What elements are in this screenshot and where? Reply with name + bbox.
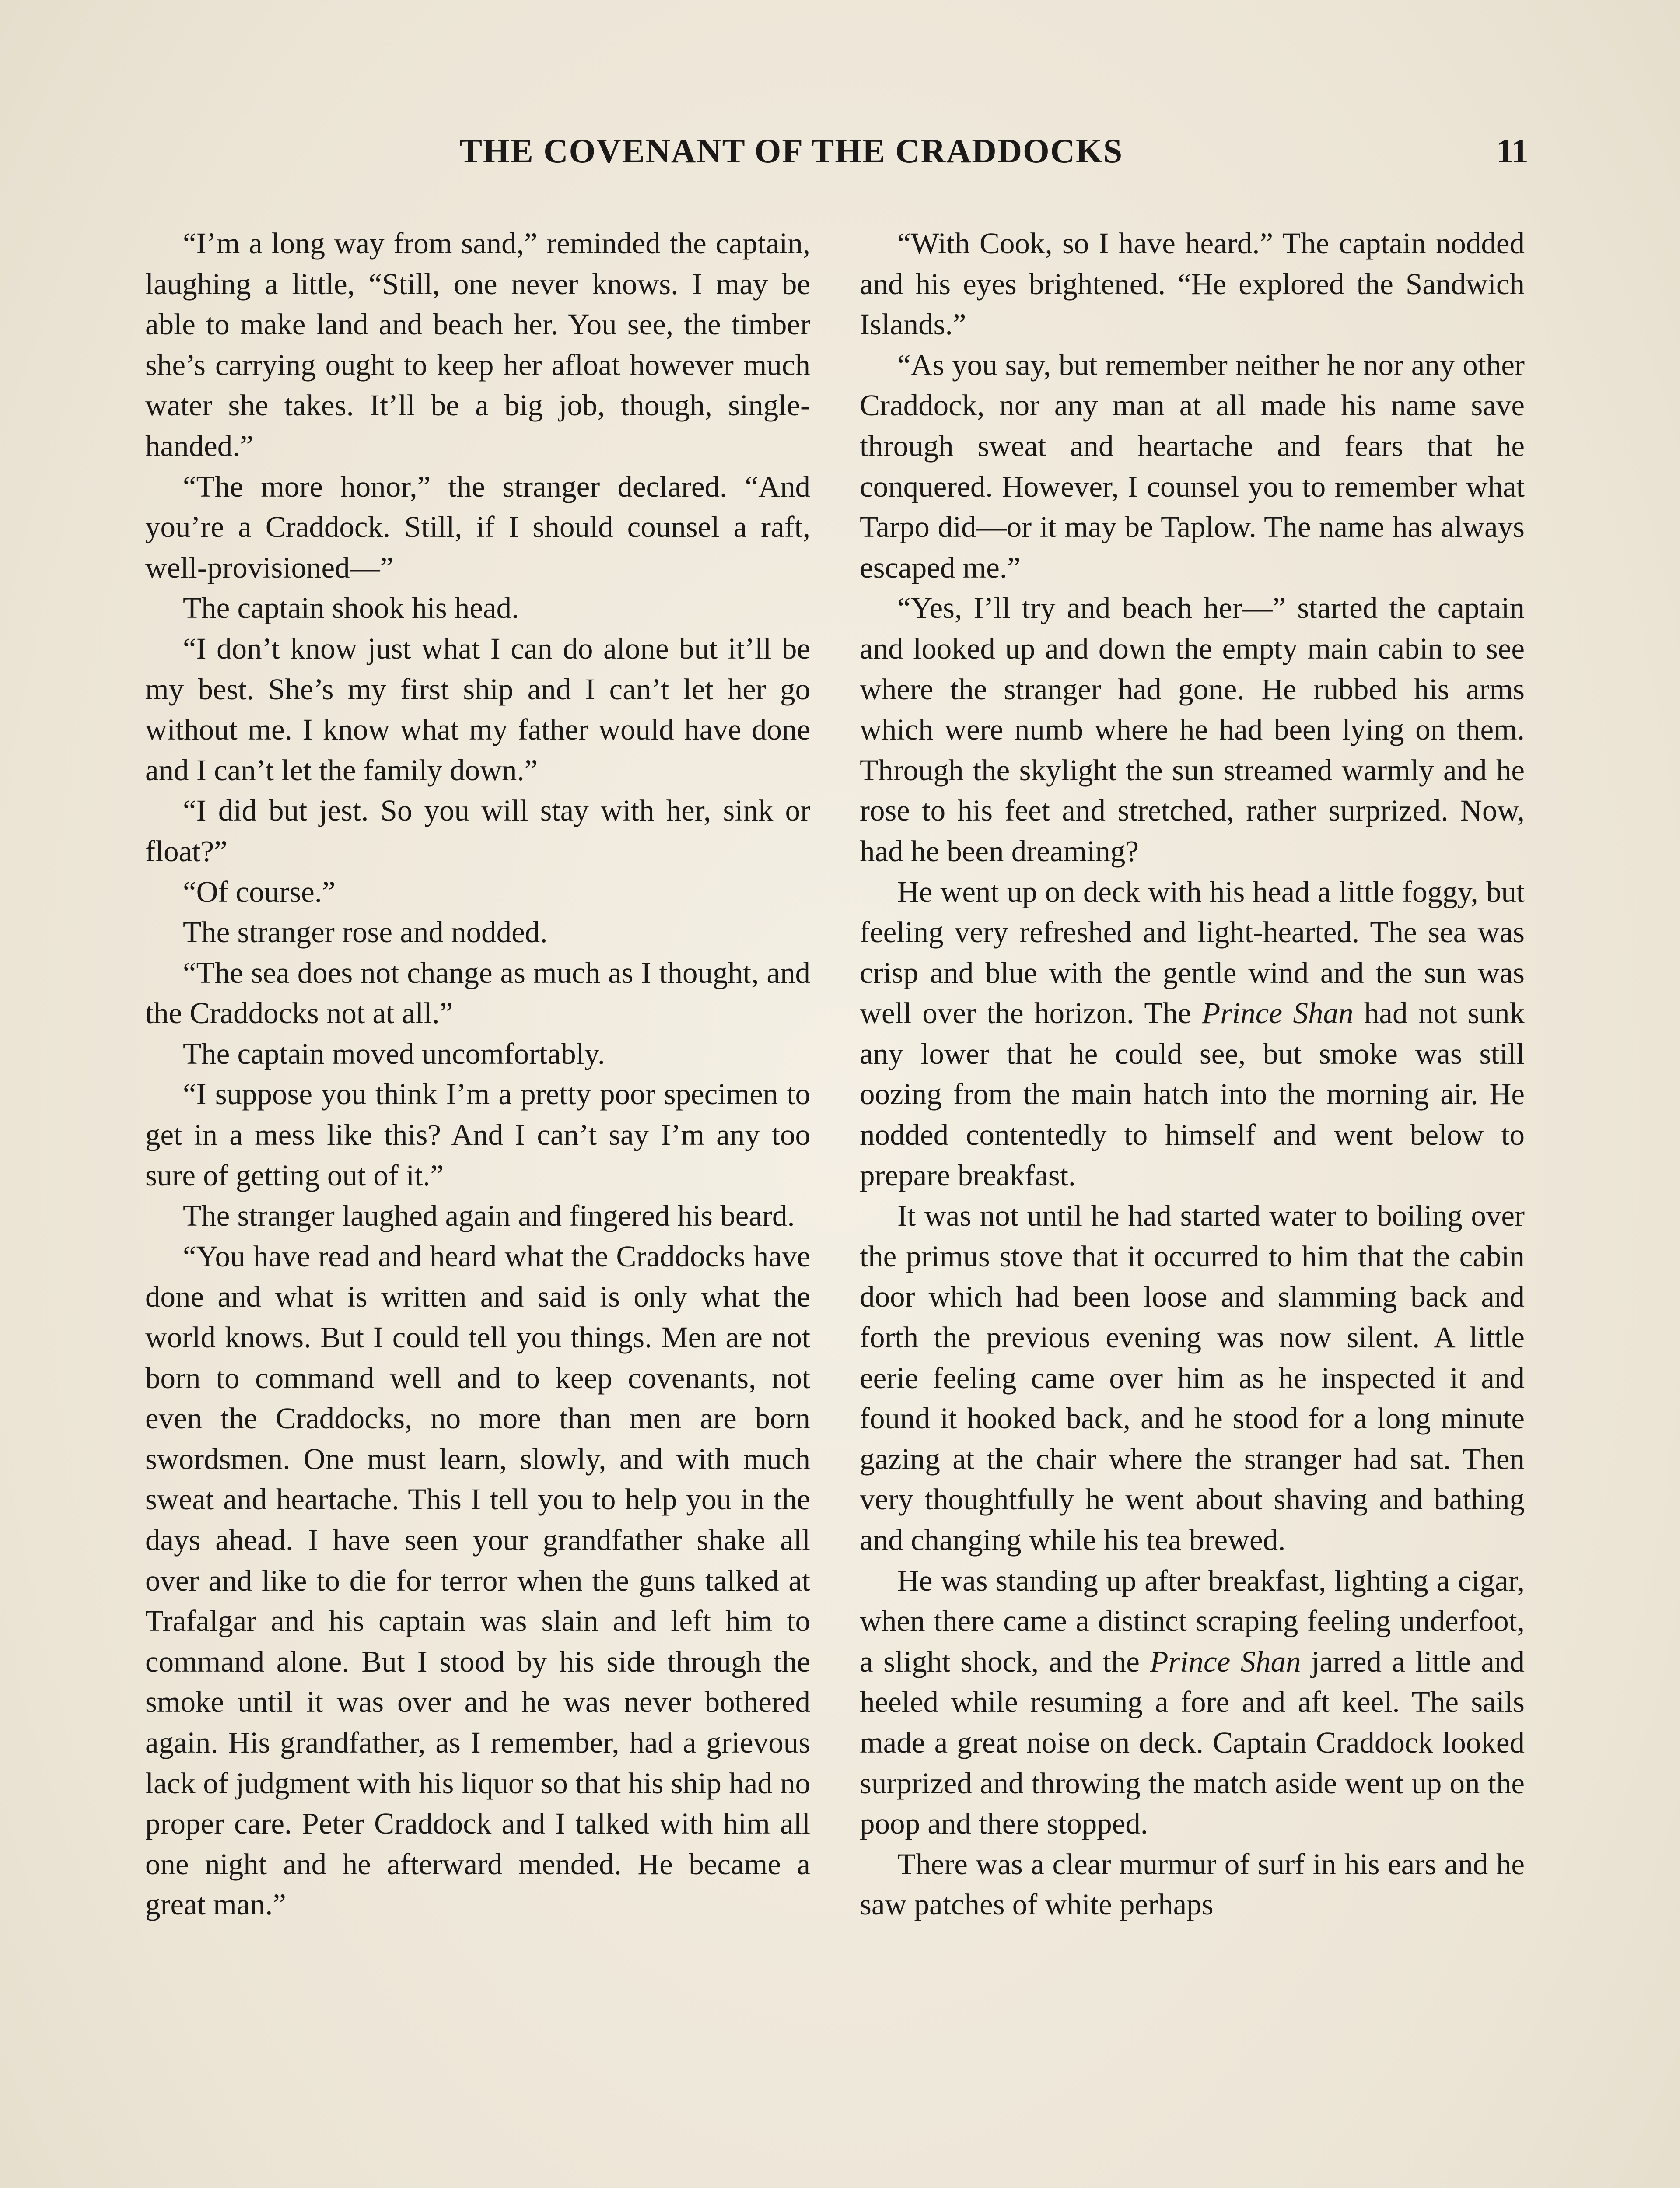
left-text-column xyxy=(145,223,810,1925)
paragraph-text: He went up on deck with his head a little foggy, but feeling very refreshed and light-hearted. The sea was crisp and blue with the gentle wind and the sun was well over the horizon. The xyxy=(860,875,1525,1030)
paragraph: The stranger laughed again and fingered his beard. xyxy=(183,1199,795,1233)
page-number: 11 xyxy=(1496,132,1529,170)
paragraph: “You have read and heard what the Craddocks have done and what is written and said is only what the world knows. But I could tell you things. Men are not born to command well and to keep covenants, not even the Craddocks, no more than men are born swordsmen. One must learn, slowly, and with much sweat and heartache. This I tell you to help you in the days ahead. I have seen your grandfather shake all over and like to die for terror when the guns talked at Trafalgar and his captain was slain and left him to command alone. But I stood by his side through the smoke until it was over and he was never bothered again. His grandfather, as I remember, had a grievous lack of judgment with his liquor so that his ship had no proper care. Peter Craddock and I talked with him all one night and he afterward mended. He became a great man.” xyxy=(145,1239,810,1922)
ship-name: Prince Shan xyxy=(1202,996,1354,1030)
paragraph: The stranger rose and nodded. xyxy=(183,915,548,949)
paragraph: There was a clear murmur of surf in his ears and he saw patches of white perhaps xyxy=(860,1847,1525,1922)
ship-name: Prince Shan xyxy=(1150,1645,1301,1678)
paragraph: “With Cook, so I have heard.” The captain nodded and his eyes brightened. “He explored the Sandwich Islands.” xyxy=(860,227,1525,341)
paragraph xyxy=(860,872,1525,1196)
paragraph xyxy=(860,1560,1525,1844)
paragraph: “The more honor,” the stranger declared. “And you’re a Craddock. Still, if I should counsel a raft, well-provisioned—” xyxy=(145,470,810,584)
paragraph-text: He was standing up after breakfast, lighting a cigar, when there came a distinct scraping feeling underfoot, a slight shock, and the xyxy=(860,1564,1525,1678)
paragraph: It was not until he had started water to boiling over the primus stove that it occurred to him that the cabin door which had been loose and slamming back and forth the previous evening was now silent. A little eerie feeling came over him as he inspected it and found it hooked back, and he stood for a long minute gazing at the chair where the stranger had sat. Then very thoughtfully he went about shaving and bathing and changing while his tea brewed. xyxy=(860,1199,1525,1557)
paragraph: “I suppose you think I’m a pretty poor specimen to get in a mess like this? And I can’t say I’m any too sure of getting out of it.” xyxy=(145,1077,810,1192)
paragraph: The captain shook his head. xyxy=(183,591,519,625)
paragraph-text: had not sunk any lower that he could see, but smoke was still oozing from the main hatch into the morning air. He nodded contentedly to himself and went below to prepare breakfast. xyxy=(860,996,1525,1192)
paragraph: “Yes, I’ll try and beach her—” started the captain and looked up and down the empty main cabin to see where the stranger had gone. He rubbed his arms which were numb where he had been lying on them. Through the skylight the sun streamed warmly and he rose to his feet and stretched, rather surprized. Now, had he been dreaming? xyxy=(860,591,1525,868)
paragraph: “I did but jest. So you will stay with her, sink or float?” xyxy=(145,794,810,868)
paragraph: The captain moved uncomfortably. xyxy=(183,1037,606,1070)
paragraph: “I’m a long way from sand,” reminded the captain, laughing a little, “Still, one never knows. I may be able to make land and beach her. You see, the timber she’s carrying ought to keep her afloat however much water she takes. It’ll be a big job, though, single-handed.” xyxy=(145,227,810,463)
paragraph: “Of course.” xyxy=(183,875,336,908)
right-text-column xyxy=(860,223,1525,1925)
running-title: THE COVENANT OF THE CRADDOCKS xyxy=(459,132,1124,170)
paragraph: “As you say, but remember neither he nor any other Craddock, nor any man at all made his name save through sweat and heartache and fears that he conquered. However, I counsel you to remember what Tarpo did—or it may be Taplow. The name has always escaped me.” xyxy=(860,348,1525,584)
paragraph: “The sea does not change as much as I thought, and the Craddocks not at all.” xyxy=(145,956,810,1030)
paragraph-text: jarred a little and heeled while resuming a fore and aft keel. The sails made a great noise on deck. Captain Craddock looked surprized and throwing the match aside went up on the poop and there stopped. xyxy=(860,1645,1525,1841)
paragraph: “I don’t know just what I can do alone but it’ll be my best. She’s my first ship and I can’t let her go without me. I know what my father would have done and I can’t let the family down.” xyxy=(145,631,810,787)
